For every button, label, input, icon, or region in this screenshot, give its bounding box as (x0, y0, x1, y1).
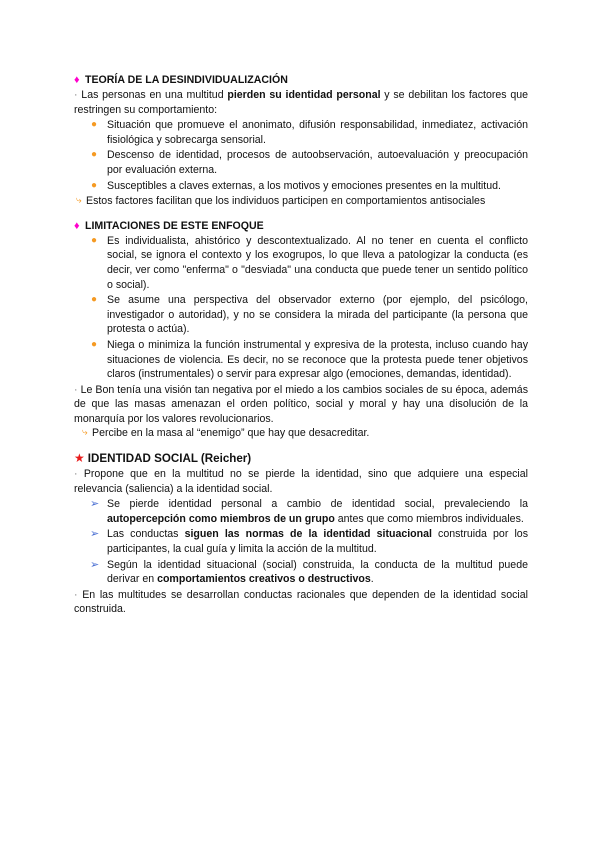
intro-paragraph (74, 467, 528, 496)
orange-bullet-icon: ● (91, 234, 98, 246)
list-item (91, 293, 528, 337)
dash-marker: · (74, 89, 78, 101)
intro-text: Propone que en la multitud no se pierde la identidad, sino que adquiere una especial relevancia (saliencia) a la identidad social. (74, 468, 528, 495)
orange-bullet-icon: ● (91, 338, 98, 350)
closing-text: En las multitudes se desarrollan conductas racionales que dependen de la identidad social construida. (74, 588, 528, 616)
list-item (91, 234, 528, 292)
list-item-bold-text: autopercepción como miembros de un grupo (107, 512, 335, 525)
closing-paragraph (74, 588, 528, 617)
conclusion-text: Estos factores facilitan que los individuos participen en comportamientos antisociales (86, 195, 486, 208)
list-item-bold-text: comportamientos creativos o destructivos (157, 573, 371, 586)
intro-paragraph (74, 88, 528, 117)
list-item-text-end: . (370, 573, 374, 586)
orange-bullet-icon: ● (91, 294, 98, 306)
intro-bold-text: pierden su identidad personal (227, 89, 381, 101)
list-item-text: Las conductas (107, 528, 185, 541)
list-item-text: Se pierde identidad personal a cambio de identidad social, prevaleciendo la (107, 498, 528, 511)
section-heading (74, 219, 528, 233)
list-item-text: Susceptibles a claves externas, a los motivos y emociones presentes en la multitud. (107, 179, 501, 192)
intro-text-end: y se debilitan los factores que restringen su comportamiento: (74, 89, 528, 116)
list-item (90, 497, 528, 526)
red-star-icon: ★ (74, 451, 85, 466)
lebon-paragraph (74, 383, 528, 427)
dash-marker: · (74, 588, 78, 601)
list-item-text: Descenso de identidad, procesos de autoobservación, autoevaluación y preocupación por evaluación externa. (107, 149, 528, 176)
list-item (90, 558, 528, 587)
list-item (91, 118, 528, 147)
dash-marker: · (74, 468, 78, 481)
factor-list (74, 118, 528, 193)
list-item (91, 338, 528, 382)
list-item (90, 527, 528, 556)
lebon-sub-text: Percibe en la masa al “enemigo” que hay que desacreditar. (92, 427, 370, 440)
section-title: TEORÍA DE LA DESINDIVIDUALIZACIÓN (85, 74, 288, 86)
document-content (74, 73, 528, 617)
list-item-text: Niega o minimiza la función instrumental y expresiva de la protesta, incluso cuando hay situaciones de violencia. Es decir, no se reconoce que la protesta puede tener objetivos claros (instrumentales) o servir para expresar algo (emociones, demandas, identidad). (107, 338, 528, 381)
hook-arrow-icon: ⤷ (76, 195, 82, 207)
limitation-list (74, 234, 528, 382)
arrow-bullet-icon: ➢ (90, 528, 100, 541)
orange-bullet-icon: ● (91, 119, 98, 131)
dash-marker: · (74, 383, 78, 396)
intro-text: Las personas en una multitud (77, 89, 228, 101)
list-item (91, 179, 528, 194)
lebon-sub-line (82, 426, 528, 441)
list-item-text-end: antes que como miembros individuales. (334, 512, 524, 525)
section-identidad-social (74, 451, 528, 617)
list-item-text: Se asume una perspectiva del observador externo (por ejemplo, del psicólogo, investigador o autoridad), y no se considera la mirada del participante (la persona que protesta o actúa). (107, 294, 528, 336)
arrow-bullet-icon: ➢ (90, 498, 100, 511)
orange-bullet-icon: ● (91, 149, 98, 161)
section-title: IDENTIDAD SOCIAL (Reicher) (87, 452, 252, 466)
section-heading (74, 73, 528, 87)
section-heading (74, 451, 528, 466)
section-desindividualizacion (74, 73, 528, 209)
pink-diamond-icon: ♦ (74, 74, 80, 86)
conclusion-line (76, 194, 528, 209)
list-item-text: Según la identidad situacional (social) construida, la conducta de la multitud puede derivar en (107, 558, 528, 586)
orange-bullet-icon: ● (91, 179, 98, 191)
hook-arrow-icon: ⤷ (82, 427, 88, 439)
list-item-bold-text: siguen las normas de la identidad situacional (184, 528, 432, 541)
lebon-text: Le Bon tenía una visión tan negativa por el miedo a los cambios sociales de su época, además de que las masas amenazan el orden político, social y moral y hay una disolución de la monarquía por los valores revolucionarios. (74, 383, 528, 425)
identity-list (74, 497, 528, 587)
list-item-text: Situación que promueve el anonimato, difusión responsabilidad, inmediatez, activación fisiológica y sobrecarga sensorial. (107, 119, 528, 146)
list-item-text-end: construida por los participantes, la cual guía y limita la acción de la multitud. (107, 528, 528, 556)
list-item-text: Es individualista, ahistórico y descontextualizado. Al no tener en cuenta el conflicto social, se ignora el contexto y los exogrupos, lo que lleva a patologizar la conducta (es decir, ver como "enferma" o "desviada" una conducta que puede tener un sentido político o social). (107, 234, 528, 291)
section-limitaciones (74, 219, 528, 441)
list-item (91, 148, 528, 177)
pink-diamond-icon: ♦ (74, 219, 80, 232)
arrow-bullet-icon: ➢ (90, 558, 100, 571)
section-title: LIMITACIONES DE ESTE ENFOQUE (85, 219, 264, 232)
